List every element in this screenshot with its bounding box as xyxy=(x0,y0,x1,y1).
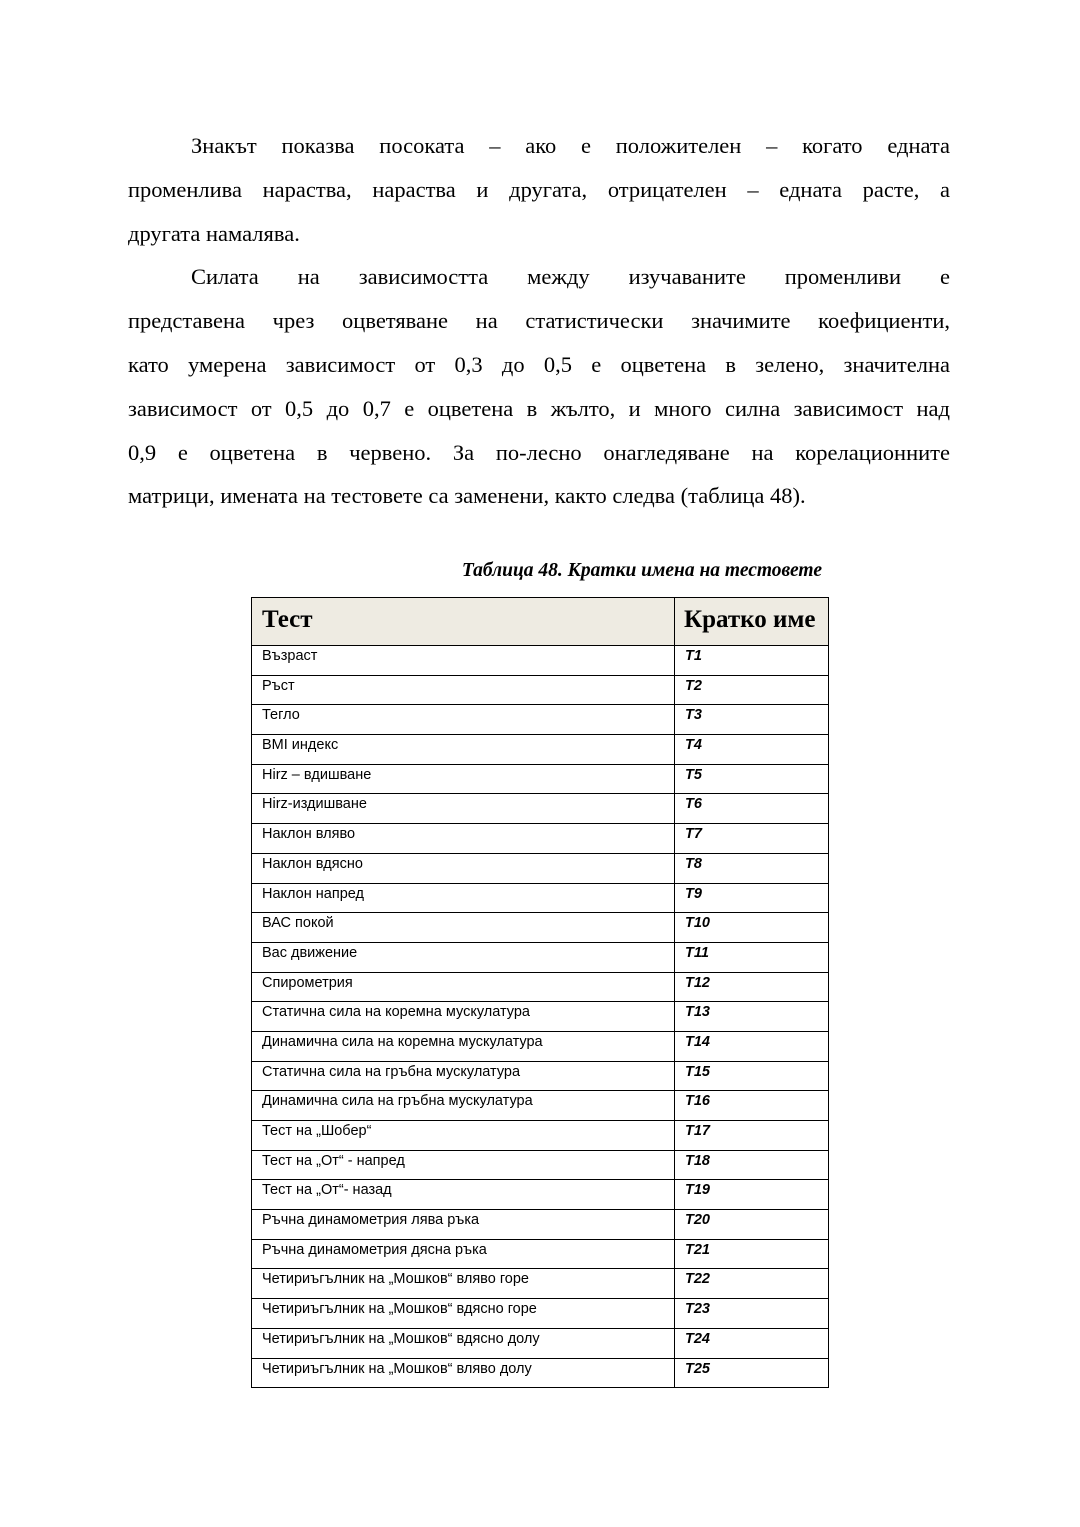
test-name-cell: Наклон вляво xyxy=(252,824,675,854)
test-name-cell: ВАС покой xyxy=(252,913,675,943)
table-row xyxy=(252,705,829,735)
paragraph-line: като умерена зависимост от 0,3 до 0,5 е оцветена в зелено, значителна xyxy=(128,351,950,377)
test-name-cell: Ръчна динамометрия дясна ръка xyxy=(252,1239,675,1269)
table-row xyxy=(252,1210,829,1240)
test-name-cell: Вас движение xyxy=(252,942,675,972)
table-row xyxy=(252,675,829,705)
short-name-cell: T16 xyxy=(675,1091,829,1121)
table-row xyxy=(252,1328,829,1358)
paragraph xyxy=(128,255,950,518)
table-row xyxy=(252,1358,829,1388)
test-name-cell: Тест на „Шобер“ xyxy=(252,1121,675,1151)
short-name-cell: T4 xyxy=(675,735,829,765)
short-name-cell: T23 xyxy=(675,1299,829,1329)
table-row xyxy=(252,1180,829,1210)
table-row xyxy=(252,1091,829,1121)
table-row xyxy=(252,794,829,824)
test-name-cell: Тегло xyxy=(252,705,675,735)
short-name-cell: T1 xyxy=(675,646,829,676)
table-row xyxy=(252,824,829,854)
paragraph-line: Знакът показва посоката – ако е положителен – когато едната xyxy=(191,133,950,158)
short-name-cell: T5 xyxy=(675,764,829,794)
table-row xyxy=(252,853,829,883)
short-name-cell: T2 xyxy=(675,675,829,705)
body-text xyxy=(128,124,950,518)
short-names-table xyxy=(251,597,829,1388)
table-row xyxy=(252,942,829,972)
table-header-row xyxy=(252,598,829,646)
short-name-cell: T17 xyxy=(675,1121,829,1151)
test-name-cell: Динамична сила на гръбна мускулатура xyxy=(252,1091,675,1121)
short-name-cell: T22 xyxy=(675,1269,829,1299)
short-name-cell: T11 xyxy=(675,942,829,972)
short-name-cell: T19 xyxy=(675,1180,829,1210)
short-name-cell: T18 xyxy=(675,1150,829,1180)
test-name-cell: Наклон напред xyxy=(252,883,675,913)
table-caption: Таблица 48. Кратки имена на тестовете xyxy=(461,560,822,581)
test-name-cell: Ръст xyxy=(252,675,675,705)
short-name-cell: T14 xyxy=(675,1031,829,1061)
test-name-cell: Четириъгълник на „Мошков“ вляво долу xyxy=(252,1358,675,1388)
table-row xyxy=(252,764,829,794)
table-row xyxy=(252,1269,829,1299)
table-row xyxy=(252,1150,829,1180)
test-name-cell: Hirz – вдишване xyxy=(252,764,675,794)
test-name-cell: Възраст xyxy=(252,646,675,676)
test-name-cell: Четириъгълник на „Мошков“ вдясно долу xyxy=(252,1328,675,1358)
short-name-cell: T24 xyxy=(675,1328,829,1358)
header-short-name: Кратко име xyxy=(675,598,829,646)
paragraph-line: представена чрез оцветяване на статистически значимите коефициенти, xyxy=(128,308,950,334)
short-name-cell: T7 xyxy=(675,824,829,854)
test-name-cell: Тест на „От“ - напред xyxy=(252,1150,675,1180)
table-row xyxy=(252,1239,829,1269)
test-name-cell: Ръчна динамометрия лява ръка xyxy=(252,1210,675,1240)
short-name-cell: T25 xyxy=(675,1358,829,1388)
table-row xyxy=(252,1031,829,1061)
short-name-cell: T6 xyxy=(675,794,829,824)
paragraph-line: 0,9 е оцветена в червено. За по-лесно онагледяване на корелационните xyxy=(128,439,950,465)
paragraph-line: променлива нараства, нараства и другата, отрицателен – едната расте, а xyxy=(128,176,950,202)
short-name-cell: T10 xyxy=(675,913,829,943)
table-row xyxy=(252,972,829,1002)
short-name-cell: T20 xyxy=(675,1210,829,1240)
short-name-cell: T3 xyxy=(675,705,829,735)
table-row xyxy=(252,883,829,913)
header-test: Тест xyxy=(252,598,675,646)
short-name-cell: T13 xyxy=(675,1002,829,1032)
paragraph-line: другата намалява. xyxy=(128,220,300,246)
short-name-cell: T12 xyxy=(675,972,829,1002)
test-name-cell: Наклон вдясно xyxy=(252,853,675,883)
test-name-cell: BMI индекс xyxy=(252,735,675,765)
test-name-cell: Динамична сила на коремна мускулатура xyxy=(252,1031,675,1061)
short-name-cell: T15 xyxy=(675,1061,829,1091)
table-row xyxy=(252,913,829,943)
table-row xyxy=(252,1061,829,1091)
test-name-cell: Тест на „От“- назад xyxy=(252,1180,675,1210)
test-name-cell: Статична сила на коремна мускулатура xyxy=(252,1002,675,1032)
short-name-cell: T9 xyxy=(675,883,829,913)
table-row xyxy=(252,1121,829,1151)
paragraph-line: Силата на зависимостта между изучаваните променливи е xyxy=(191,264,950,290)
short-name-cell: T21 xyxy=(675,1239,829,1269)
table-row xyxy=(252,1299,829,1329)
test-name-cell: Четириъгълник на „Мошков“ вляво горе xyxy=(252,1269,675,1299)
table-row xyxy=(252,1002,829,1032)
table-row xyxy=(252,646,829,676)
paragraph xyxy=(128,124,950,255)
test-name-cell: Четириъгълник на „Мошков“ вдясно горе xyxy=(252,1299,675,1329)
test-name-cell: Спирометрия xyxy=(252,972,675,1002)
test-name-cell: Статична сила на гръбна мускулатура xyxy=(252,1061,675,1091)
paragraph-line: зависимост от 0,5 до 0,7 е оцветена в жълто, и много силна зависимост над xyxy=(128,395,950,421)
short-name-cell: T8 xyxy=(675,853,829,883)
table-row xyxy=(252,735,829,765)
paragraph-line: матрици, имената на тестовете са заменени, както следва (таблица 48). xyxy=(128,483,806,509)
test-name-cell: Hirz-издишване xyxy=(252,794,675,824)
